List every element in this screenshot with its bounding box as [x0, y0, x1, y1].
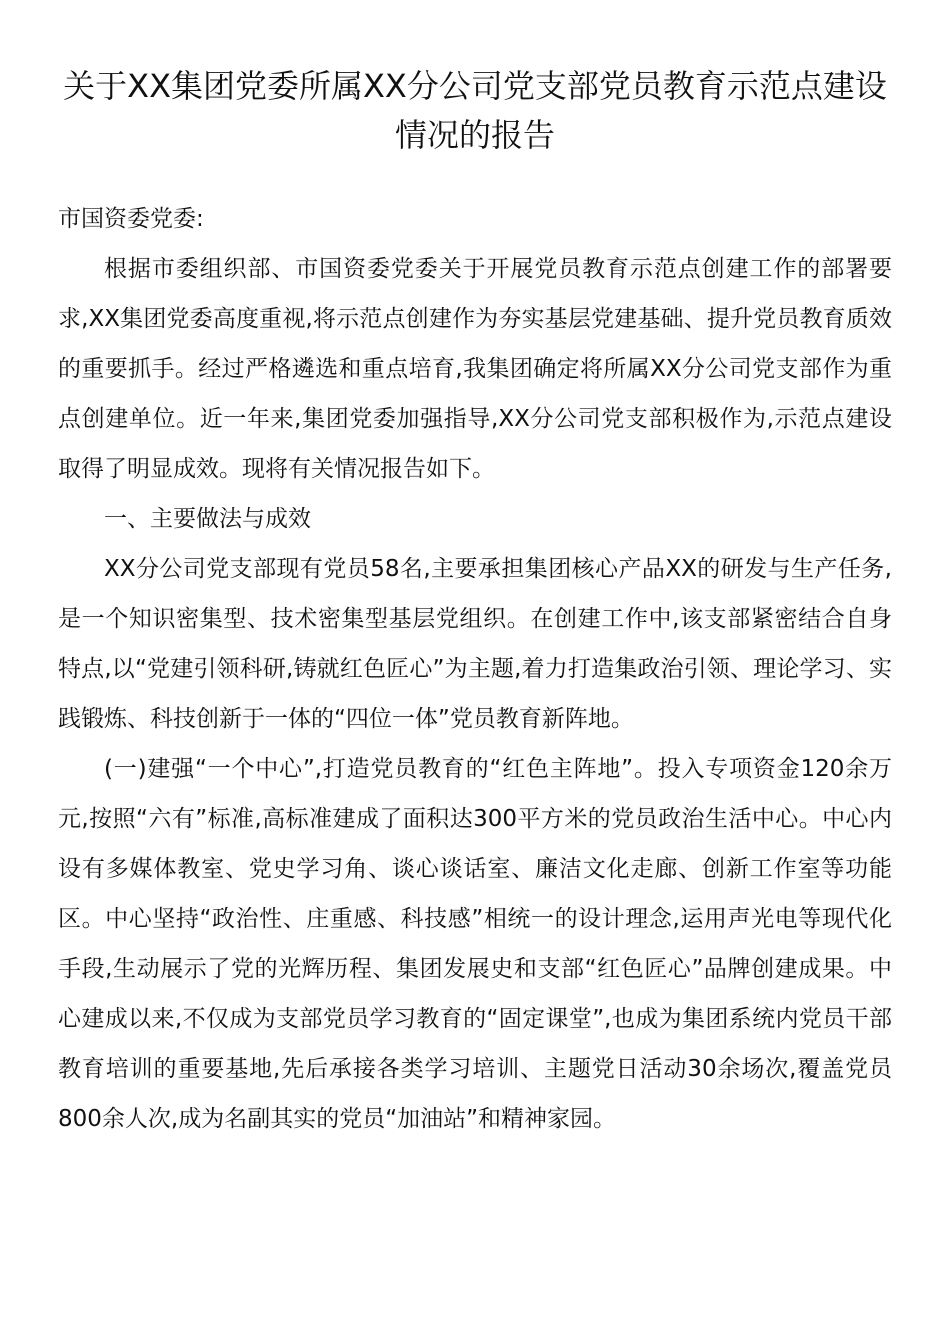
document-title: 关于XX集团党委所属XX分公司党支部党员教育示范点建设情况的报告	[63, 67, 887, 154]
subsection-one-paragraph: (一)建强“一个中心”,打造党员教育的“红色主阵地”。投入专项资金120余万元,按照“六有”标准,高标准建成了面积达300平方米的党员政治生活中心。中心内设有多媒体教室、党史学习角、谈心谈话室、廉洁文化走廊、创新工作室等功能区。中心坚持“政治性、庄重感、科技感”相统一的设计理念,运用声光电等现代化手段,生动展示了党的光辉历程、集团发展史和支部“红色匠心”品牌创建成果。中心建成以来,不仅成为支部党员学习教育的“固定课堂”,也成为集团系统内党员干部教育培训的重要基地,先后承接各类学习培训、主题党日活动30余场次,覆盖党员800余人次,成为名副其实的党员“加油站”和精神家园。	[58, 756, 892, 1132]
section-heading: 一、主要做法与成效	[104, 506, 311, 532]
intro-paragraph: 根据市委组织部、市国资委党委关于开展党员教育示范点创建工作的部署要求,XX集团党委高度重视,将示范点创建作为夯实基层党建基础、提升党员教育质效的重要抓手。经过严格遴选和重点培育,我集团确定将所属XX分公司党支部作为重点创建单位。近一年来,集团党委加强指导,XX分公司党支部积极作为,示范点建设取得了明显成效。现将有关情况报告如下。	[58, 256, 892, 482]
document-page	[58, 62, 892, 1144]
branch-overview-paragraph: XX分公司党支部现有党员58名,主要承担集团核心产品XX的研发与生产任务,是一个知识密集型、技术密集型基层党组织。在创建工作中,该支部紧密结合自身特点,以“党建引领科研,铸就红色匠心”为主题,着力打造集政治引领、理论学习、实践锻炼、科技创新于一体的“四位一体”党员教育新阵地。	[58, 556, 892, 732]
salutation: 市国资委党委:	[58, 206, 204, 232]
document-body	[58, 194, 892, 1144]
